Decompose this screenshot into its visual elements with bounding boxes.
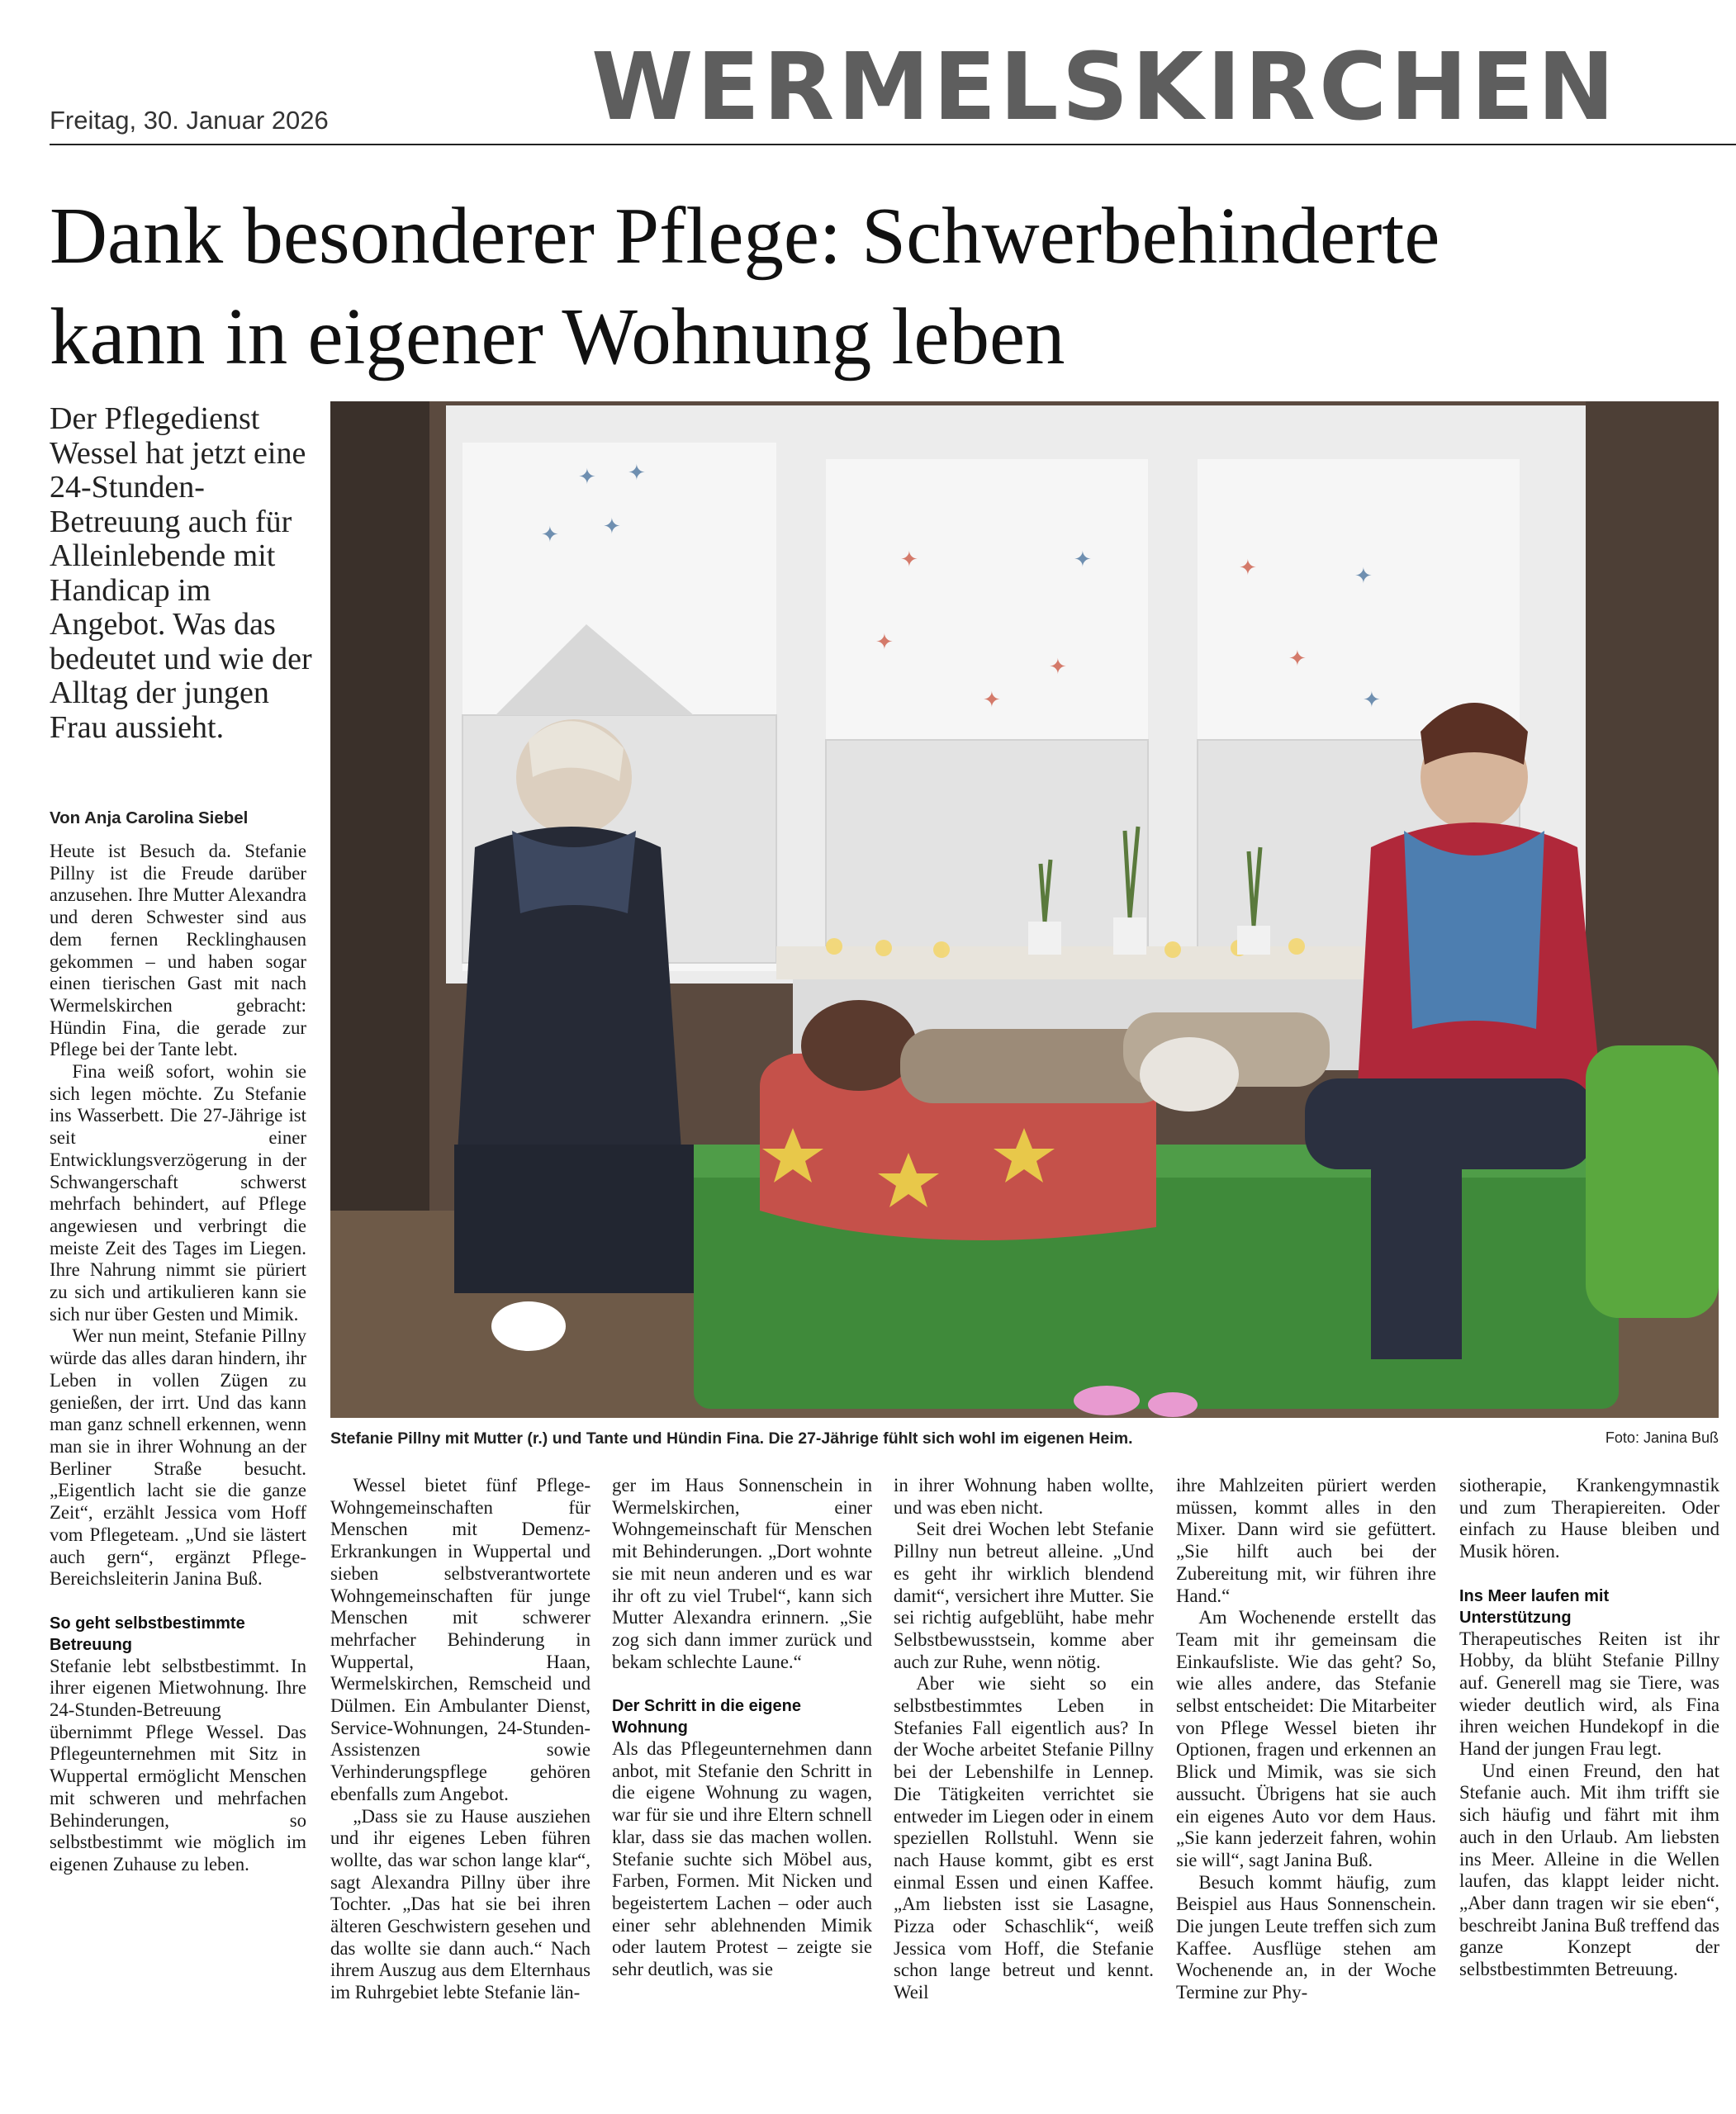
svg-text:✦: ✦ bbox=[1049, 655, 1067, 680]
paragraph: Und einen Freund, den hat Stefanie auch. Mit ihm trifft sie sich häufig und fährt mit ihm auch in den Urlaub. Am liebsten ins Meer. Alleine in die Wellen laufen, das klappt leider nicht. „Aber dann tragen wir sie eben“, beschreibt Janina Buß treffend das ganze Konzept der selbstbestimmten Betreuung. bbox=[1459, 1760, 1719, 1980]
article-column-1 bbox=[50, 841, 306, 2073]
teaser: Der Pflegedienst Wessel hat jetzt eine 24-Stunden-Betreuung auch für Alleinlebende mit Handicap im Angebot. Was das bedeutet und wie der Alltag der jungen Frau aussieht. bbox=[50, 401, 312, 745]
article-column-4 bbox=[894, 1475, 1154, 2073]
paragraph: Therapeutisches Reiten ist ihr Hobby, da blüht Stefanie Pillny auf. Generell mag sie Tiere, was wieder deutlich wird, als Fina ihren weichen Hundekopf in die Hand der jungen Frau legt. bbox=[1459, 1628, 1719, 1760]
paragraph: Am Wochenende erstellt das Team mit ihr gemeinsam die Einkaufsliste. Wie das geht? So, wie alles andere, das Stefanie selbst entscheidet: Die Mitarbeiter von Pflege Wessel bieten ihr Optionen, fragen und erkennen an Blick und Mimik, was sie sich aussucht. Übrigens hat sie auch ein eigenes Auto vor dem Haus. „Sie kann jederzeit fahren, wohin sie will“, sagt Janina Buß. bbox=[1176, 1607, 1436, 1870]
svg-text:✦: ✦ bbox=[628, 461, 646, 486]
paragraph: Wer nun meint, Stefanie Pillny würde das alles daran hindern, ihr Leben in vollen Zügen zu genießen, der irrt. Und das kann man ganz schnell erkennen, wenn man sie in ihrer Wohnung an der Berliner Straße besucht. „Eigentlich lacht sie die ganze Zeit“, erzählt Jessica vom Hoff vom Pflegeteam. „Und sie lästert auch gern“, ergänzt Pflege-Bereichsleiterin Janina Buß. bbox=[50, 1325, 306, 1590]
article-column-5 bbox=[1176, 1475, 1436, 2073]
headline-line-1: Dank besonderer Pflege: Schwerbehinderte bbox=[50, 192, 1440, 280]
header-rule bbox=[50, 144, 1736, 145]
byline: Von Anja Carolina Siebel bbox=[50, 808, 249, 827]
paragraph: Wessel bietet fünf Pflege-Wohngemeinschaften für Menschen mit Demenz-Erkrankungen in Wuppertal und sieben selbstverantwortete Wohngemeinschaften für junge Menschen mit schwerer mehrfacher Behinderung in Wuppertal, Haan, Wermelskirchen, Remscheid und Dülmen. Ein Ambulanter Dienst, Service-Wohnungen, 24-Stunden-Assistenzen sowie Verhinderungspflege gehören ebenfalls zum Angebot. bbox=[330, 1475, 591, 1804]
subheading: Ins Meer laufen mit Unterstützung bbox=[1459, 1586, 1610, 1627]
svg-text:✦: ✦ bbox=[1354, 564, 1373, 589]
paragraph: Heute ist Besuch da. Stefanie Pillny ist die Freude darüber anzusehen. Ihre Mutter Alexandra und deren Schwester sind aus dem fernen Recklinghausen gekommen – und haben sogar einen tierischen Gast mit nach Wermelskirchen gebracht: Hündin Fina, die gerade zur Pflege bei der Tante lebt. bbox=[50, 841, 306, 1060]
paragraph: Als das Pflegeunternehmen dann anbot, mit Stefanie den Schritt in die eigene Wohnung zu wagen, war für sie und ihre Eltern schnell klar, dass sie das machen wollen. Stefanie suchte sich Möbel aus, Farben, Formen. Mit Nicken und begeistertem Lachen – oder auch einer sehr ablehnenden Mimik oder lautem Protest – zeigte sie sehr deutlich, was sie bbox=[612, 1738, 872, 1980]
paragraph: Besuch kommt häufig, zum Beispiel aus Haus Sonnenschein. Die jungen Leute treffen sich zum Kaffee. Ausflüge stehen am Wochenende an, in der Woche Termine zur Phy- bbox=[1176, 1871, 1436, 2003]
subheading: Der Schritt in die eigene Wohnung bbox=[612, 1697, 801, 1737]
subheading: So geht selbstbestimmte Betreuung bbox=[50, 1614, 245, 1654]
paragraph: siotherapie, Krankengymnastik und zum Therapiereiten. Oder einfach zu Hause bleiben und Musik hören. bbox=[1459, 1475, 1719, 1562]
paragraph: Stefanie lebt selbstbestimmt. In ihrer eigenen Mietwohnung. Ihre 24-Stunden-Betreuung übernimmt Pflege Wessel. Das Pflegeunternehmen mit Sitz in Wuppertal ermöglicht Menschen mit schweren und mehrfachen Behinderungen, so selbstbestimmt wie möglich im eigenen Zuhause zu leben. bbox=[50, 1655, 306, 1875]
paragraph: ger im Haus Sonnenschein in Wermelskirchen, einer Wohngemeinschaft für Menschen mit Behinderungen. „Dort wohnte sie mit neun anderen und es war ihr oft zu viel Trubel“, kann sich Mutter Alexandra erinnern. „Sie zog sich dann immer zurück und bekam schlechte Laune.“ bbox=[612, 1475, 872, 1672]
svg-text:✦: ✦ bbox=[603, 514, 621, 539]
section-masthead: WERMELSKIRCHEN bbox=[591, 34, 1619, 141]
photo-credit: Foto: Janina Buß bbox=[1605, 1429, 1719, 1446]
svg-text:✦: ✦ bbox=[900, 547, 918, 572]
article-column-6 bbox=[1459, 1475, 1719, 2073]
paragraph: Fina weiß sofort, wohin sie sich legen möchte. Zu Stefanie ins Wasserbett. Die 27-Jährige ist seit einer Entwicklungsverzögerung in der Schwangerschaft schwerst mehrfach behindert, auf Pflege angewiesen und verbringt die meiste Zeit des Tages im Liegen. Ihre Nahrung nimmt sie püriert zu sich und artikulieren kann sie sich nur über Gesten und Mimik. bbox=[50, 1061, 306, 1325]
svg-text:✦: ✦ bbox=[1288, 647, 1307, 671]
dateline: Freitag, 30. Januar 2026 bbox=[50, 106, 329, 135]
svg-text:✦: ✦ bbox=[578, 465, 596, 490]
paragraph: ihre Mahlzeiten püriert werden müssen, kommt alles in den Mixer. Dann wird sie gefüttert. „Sie hilft auch bei der Zubereitung mit, wir führen ihre Hand.“ bbox=[1176, 1475, 1436, 1606]
paragraph: Seit drei Wochen lebt Stefanie Pillny nun betreut alleine. „Und es geht ihr wirklich blendend damit“, versichert ihre Mutter. Sie sei richtig aufgeblüht, habe mehr Selbstbewusstsein, komme aber auch zur Ruhe, wenn nötig. bbox=[894, 1519, 1154, 1672]
article-column-3 bbox=[612, 1475, 872, 2073]
article-photo bbox=[330, 401, 1719, 1418]
svg-text:✦: ✦ bbox=[541, 523, 559, 547]
svg-text:✦: ✦ bbox=[983, 688, 1001, 713]
photo-illustration bbox=[330, 401, 1719, 1418]
svg-text:✦: ✦ bbox=[1074, 547, 1092, 572]
headline-line-2: kann in eigener Wohnung leben bbox=[50, 292, 1065, 381]
photo-caption: Stefanie Pillny mit Mutter (r.) und Tante und Hündin Fina. Die 27-Jährige fühlt sich wohl im eigenen Heim. bbox=[330, 1429, 1133, 1448]
svg-text:✦: ✦ bbox=[1363, 688, 1381, 713]
svg-text:✦: ✦ bbox=[875, 630, 894, 655]
headline bbox=[50, 186, 1701, 387]
paragraph: in ihrer Wohnung haben wollte, und was eben nicht. bbox=[894, 1475, 1154, 1518]
paragraph: „Dass sie zu Hause ausziehen und ihr eigenes Leben führen wollte, das war schon lange klar“, sagt Alexandra Pillny über ihre Tochter. „Das hat sie bei ihren älteren Geschwistern gesehen und das wollte sie dann auch.“ Nach ihrem Auszug aus dem Elternhaus im Ruhrgebiet lebte Stefanie län- bbox=[330, 1805, 591, 2003]
svg-text:✦: ✦ bbox=[1239, 556, 1257, 581]
paragraph: Aber wie sieht so ein selbstbestimmtes Leben in Stefanies Fall eigentlich aus? In der Woche arbeitet Stefanie Pillny bei der Lebenshilfe in Lennep. Die Tätigkeiten verrichtet sie entweder im Liegen oder in einem speziellen Rollstuhl. Wenn sie nach Hause kommt, gibt es erst einmal Essen und einen Kaffee. „Am liebsten isst sie Lasagne, Pizza oder Schaschlik“, weiß Jessica vom Hoff, die Stefanie schon lange betreut und kennt. Weil bbox=[894, 1673, 1154, 2003]
article-column-2 bbox=[330, 1475, 591, 2073]
